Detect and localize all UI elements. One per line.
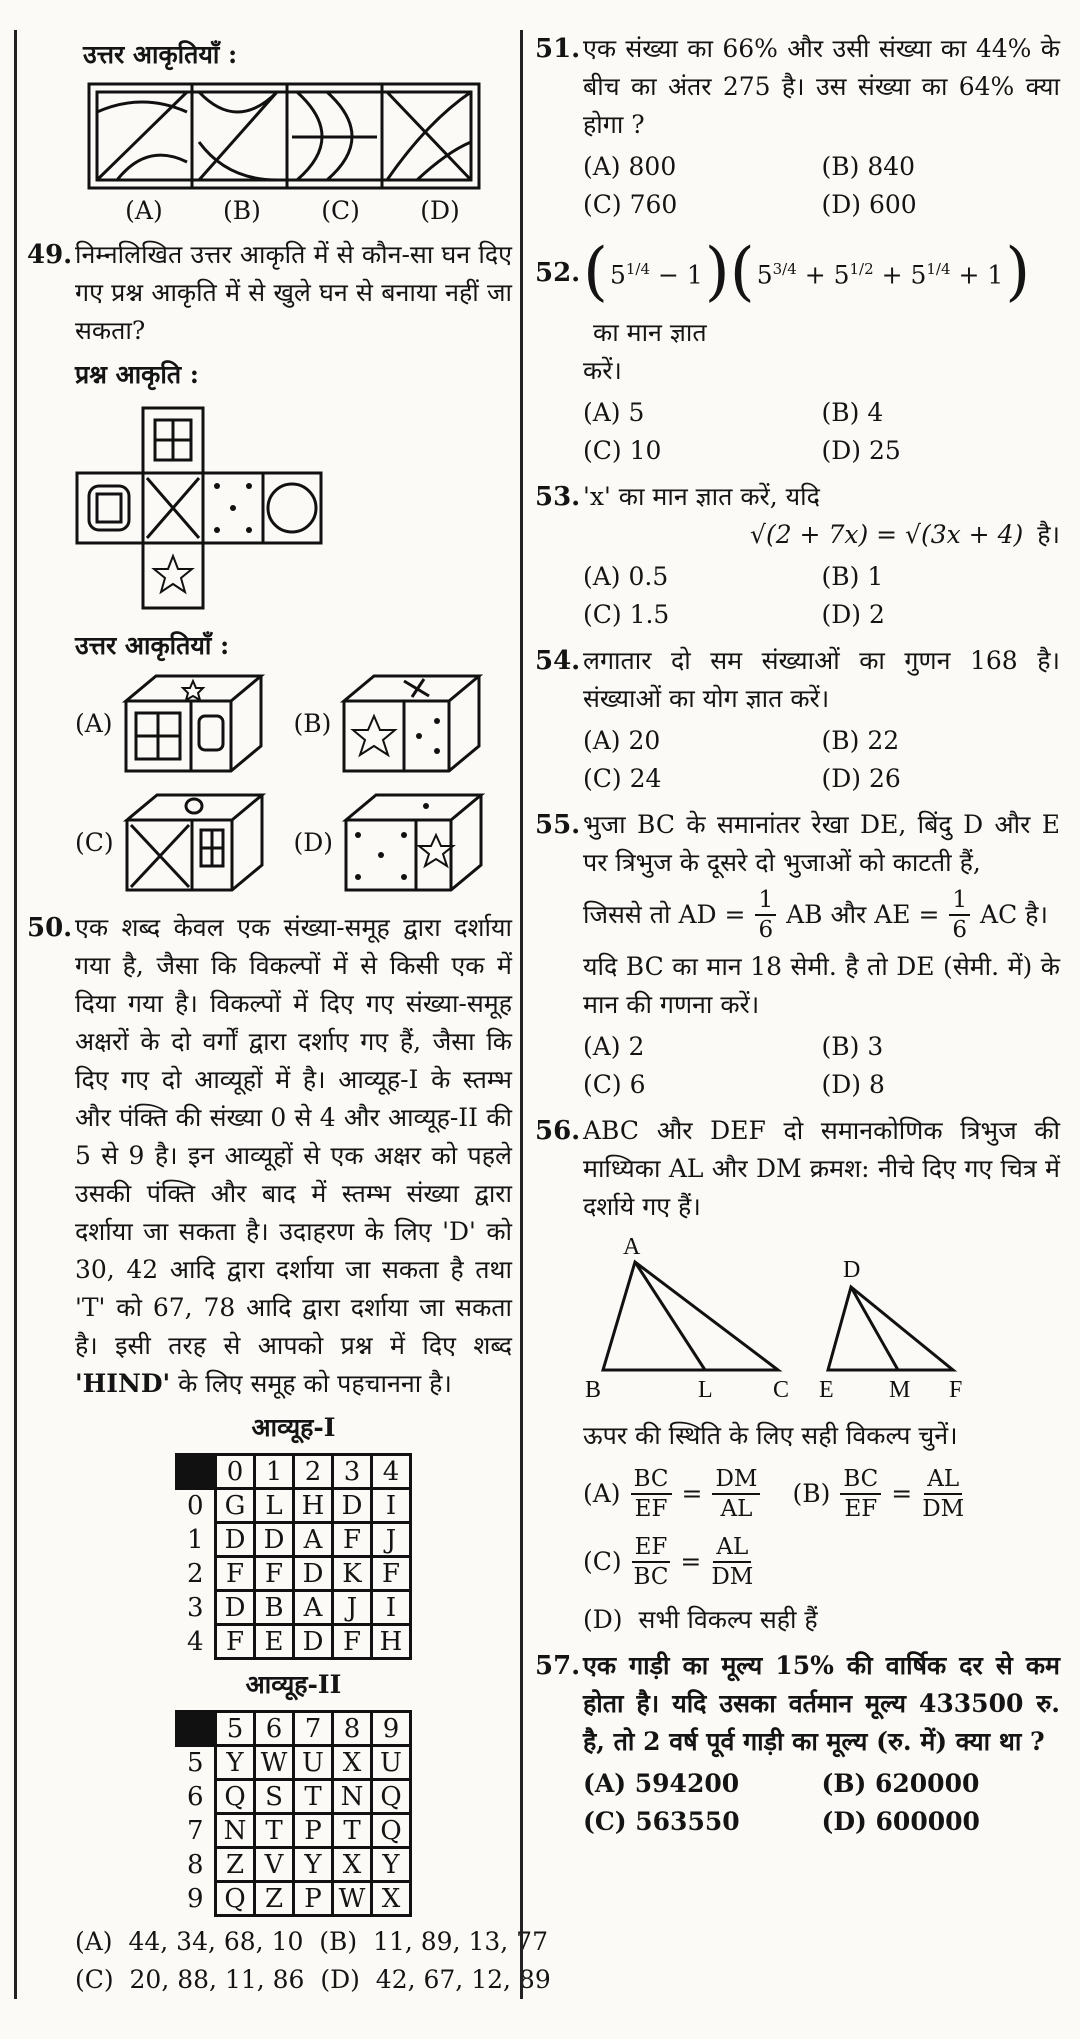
matrix-cell: W xyxy=(255,1746,294,1780)
q52-term: $5^{1/4} - 1$ xyxy=(609,259,703,290)
answer-figures-label: उत्तर आकृतियाँ : xyxy=(83,40,238,69)
option: (A) 2 xyxy=(583,1032,645,1061)
option: (A) 20 xyxy=(583,726,661,755)
question-57-content xyxy=(583,1647,1060,1841)
option: (D) 600 xyxy=(821,190,917,219)
cube-label: (A) xyxy=(75,709,113,738)
option: (B) 620000 xyxy=(821,1769,980,1798)
denominator: EF xyxy=(844,1496,878,1522)
question-55-content xyxy=(583,806,1060,1104)
option: (B) 4 xyxy=(821,398,884,427)
numerator: 1 xyxy=(755,886,776,916)
matrix-cell: A xyxy=(294,1523,333,1557)
matrix-cell: D xyxy=(294,1557,333,1591)
question-55 xyxy=(535,806,1060,1104)
matrix-cell: F xyxy=(372,1557,411,1591)
figure-labels xyxy=(95,194,490,228)
fig-label: (B) xyxy=(223,196,261,225)
vertex-label: E xyxy=(819,1377,834,1403)
matrix-cell: N xyxy=(216,1814,255,1848)
q53-equation-row xyxy=(583,516,1060,554)
matrix-col-header: 0 xyxy=(216,1455,255,1489)
denominator: DM xyxy=(922,1496,965,1522)
option: (C) 24 xyxy=(583,764,662,793)
matrix-cell: Z xyxy=(216,1848,255,1882)
matrix-cell: F xyxy=(333,1523,372,1557)
matrix-row-header: 8 xyxy=(177,1848,216,1882)
matrix-cell: D xyxy=(255,1523,294,1557)
matrix-cell: Q xyxy=(216,1780,255,1814)
matrix-row xyxy=(177,1625,411,1659)
matrix-cell: Q xyxy=(372,1780,411,1814)
matrix-cell: J xyxy=(333,1591,372,1625)
q53-equation: √(2 + 7x) = √(3x + 4) xyxy=(750,520,1024,549)
matrix-col-header: 7 xyxy=(294,1712,333,1746)
options xyxy=(583,148,1060,224)
matrix-row-header: 5 xyxy=(177,1746,216,1780)
q50-text-part: के लिए समूह को पहचानना है। xyxy=(170,1369,452,1398)
matrix-cell: S xyxy=(255,1780,294,1814)
numerator: DM xyxy=(712,1465,760,1495)
option: (A) 594200 xyxy=(583,1769,740,1798)
option: (D) 8 xyxy=(821,1070,885,1099)
question-57 xyxy=(535,1647,1060,1841)
matrix-cell: U xyxy=(372,1746,411,1780)
option-label: (C) xyxy=(583,1547,622,1576)
question-50 xyxy=(27,909,551,1999)
question-number: 50. xyxy=(27,913,73,943)
matrix-cell: G xyxy=(216,1489,255,1523)
question-number: 57. xyxy=(535,1651,581,1681)
question-49 xyxy=(27,236,512,901)
question-49-content xyxy=(75,236,512,901)
options xyxy=(583,1028,1060,1104)
numerator: AL xyxy=(713,1533,751,1563)
matrix-row-header: 3 xyxy=(177,1591,216,1625)
question-54 xyxy=(535,642,1060,798)
matrix-row-header: 1 xyxy=(177,1523,216,1557)
fraction xyxy=(755,886,776,944)
answer-figures-label-49: उत्तर आकृतियाँ : xyxy=(75,631,230,660)
option: (C) 6 xyxy=(583,1070,646,1099)
matrix-header-row xyxy=(177,1712,411,1746)
q55-part: जिससे तो AD = xyxy=(583,900,746,929)
q56-prompt: ऊपर की स्थिति के लिए सही विकल्प चुनें। xyxy=(583,1421,958,1450)
matrix-row xyxy=(177,1848,411,1882)
numerator: 1 xyxy=(949,886,970,916)
matrix-row xyxy=(177,1591,411,1625)
question-53-text: 'x' का मान ज्ञात करें, यदि xyxy=(583,482,820,511)
numerator: AL xyxy=(924,1465,962,1495)
matrix-cell: B xyxy=(255,1591,294,1625)
matrix-row xyxy=(177,1557,411,1591)
fraction xyxy=(840,1465,881,1523)
question-52-content xyxy=(583,232,1060,470)
matrix-2-title: आव्यूह-II xyxy=(245,1670,342,1699)
question-52 xyxy=(535,232,1060,470)
matrix-row-header: 4 xyxy=(177,1625,216,1659)
vertex-label: B xyxy=(585,1377,602,1403)
option: (A) 800 xyxy=(583,152,677,181)
matrix-row-header: 2 xyxy=(177,1557,216,1591)
denominator: EF xyxy=(634,1496,668,1522)
right-column xyxy=(520,30,1060,1999)
matrix-cell: V xyxy=(255,1848,294,1882)
matrix-col-header: 8 xyxy=(333,1712,372,1746)
matrix-cell: F xyxy=(216,1625,255,1659)
options xyxy=(583,1765,1060,1841)
matrix-col-header: 9 xyxy=(372,1712,411,1746)
q50-options-line: (A) 44, 34, 68, 10 (B) 11, 89, 13, 77 xyxy=(75,1927,548,1956)
q55-part: AB और AE = xyxy=(786,900,940,929)
cube-net-figure xyxy=(75,406,325,611)
denominator: 6 xyxy=(952,917,968,943)
matrix-row xyxy=(177,1523,411,1557)
matrix-row xyxy=(177,1882,411,1916)
matrix-corner xyxy=(177,1712,216,1746)
matrix-cell: T xyxy=(294,1780,333,1814)
matrix-row-header: 7 xyxy=(177,1814,216,1848)
matrix-1-title: आव्यूह-I xyxy=(251,1413,336,1442)
matrix-cell: D xyxy=(294,1625,333,1659)
paren: ( xyxy=(583,235,608,309)
left-column xyxy=(14,30,551,1999)
question-51-text: एक संख्या का 66% और उसी संख्या का 44% के बीच का अंतर 275 है। उस संख्या का 64% क्या होगा ? xyxy=(583,34,1060,139)
question-number: 53. xyxy=(535,482,581,512)
matrix-cell: F xyxy=(333,1625,372,1659)
option: (C) 760 xyxy=(583,190,678,219)
matrix-row xyxy=(177,1746,411,1780)
matrix-cell: A xyxy=(294,1591,333,1625)
option: (D) 25 xyxy=(821,436,901,465)
question-51 xyxy=(535,30,1060,224)
denominator: BC xyxy=(633,1564,669,1590)
numerator: EF xyxy=(632,1533,671,1563)
matrix-cell: Z xyxy=(255,1882,294,1916)
vertex-label: L xyxy=(698,1377,713,1403)
question-number: 51. xyxy=(535,34,581,64)
cube-label: (C) xyxy=(75,828,114,857)
fig-label: (D) xyxy=(420,196,460,225)
option-label: (B) xyxy=(792,1479,831,1508)
q50-text-part: एक शब्द केवल एक संख्या-समूह द्वारा दर्शाया गया है, जैसा कि विकल्पों में से किसी एक में दिया गया है। विकल्पों में दिए गए संख्या-समूह अक्षरों के दो वर्गों द्वारा दर्शाए गए हैं, जैसा कि दिए गए दो आव्यूहों में है। आव्यूह-I के स्तम्भ और पंक्ति की संख्या 0 से 4 और आव्यूह-II की 5 से 9 है। इन आव्यूहों से एक अक्षर को पहले उसकी पंक्ति और बाद में स्तम्भ संख्या द्वारा दर्शाया जा सकता है। उदाहरण के लिए 'D' को 30, 42 आदि द्वारा दर्शाया जा सकता है तथा 'T' को 67, 78 आदि द्वारा दर्शाया जा सकता है। इसी तरह से आपको प्रश्न में दिए शब्द xyxy=(75,913,512,1360)
fraction xyxy=(922,1465,964,1523)
matrix-cell: Y xyxy=(294,1848,333,1882)
question-53-content xyxy=(583,478,1060,634)
answer-figures-48-wrap xyxy=(87,82,512,228)
question-54-text: लगातार दो सम संख्याओं का गुणन 168 है। संख्याओं का योग ज्ञात करें। xyxy=(583,646,1060,713)
denominator: AL xyxy=(720,1496,753,1522)
matrix-header-row xyxy=(177,1455,411,1489)
answer-cube-d xyxy=(294,790,513,895)
question-number: 52. xyxy=(535,258,581,288)
options xyxy=(583,394,1060,470)
vertex-label: F xyxy=(949,1377,963,1403)
option: (C) 1.5 xyxy=(583,600,670,629)
option: (A) 0.5 xyxy=(583,562,669,591)
paren: ) xyxy=(1005,235,1031,309)
cube-d-figure xyxy=(341,790,486,895)
question-figure-label: प्रश्न आकृति : xyxy=(75,360,200,389)
option-label: (A) xyxy=(583,1479,621,1508)
vertex-label: D xyxy=(843,1257,861,1283)
q52-suffix-2: करें। xyxy=(583,356,622,385)
question-51-content xyxy=(583,30,1060,224)
numerator: BC xyxy=(840,1465,881,1495)
question-50-text xyxy=(75,909,512,1403)
matrix-cell: P xyxy=(294,1814,333,1848)
denominator: DM xyxy=(711,1564,754,1590)
option: (D) 2 xyxy=(821,600,885,629)
cube-a-figure xyxy=(121,671,266,776)
matrix-cell: U xyxy=(294,1746,333,1780)
matrix-cell: D xyxy=(333,1489,372,1523)
matrix-col-header: 3 xyxy=(333,1455,372,1489)
matrix-corner xyxy=(177,1455,216,1489)
question-number: 54. xyxy=(535,646,581,676)
matrix-cell: H xyxy=(294,1489,333,1523)
matrix-cell: Y xyxy=(372,1848,411,1882)
matrix-cell: K xyxy=(333,1557,372,1591)
question-55-text-1: भुजा BC के समानांतर रेखा DE, बिंदु D और E पर त्रिभुज के दूसरे दो भुजाओं को काटती हैं, xyxy=(583,810,1060,877)
cube-label: (D) xyxy=(293,828,334,857)
matrix-cell: X xyxy=(333,1746,372,1780)
q53-eq-suffix: है। xyxy=(1037,520,1060,549)
options xyxy=(583,722,1060,798)
matrix-cell: W xyxy=(333,1882,372,1916)
matrix-2-table xyxy=(175,1710,412,1917)
matrix-col-header: 2 xyxy=(294,1455,333,1489)
q50-options-line: (C) 20, 88, 11, 86 (D) 42, 67, 12, 89 xyxy=(75,1965,551,1994)
question-56-text: ABC और DEF दो समानकोणिक त्रिभुज की माध्यिका AL और DM क्रमश: नीचे दिए गए चित्र में दर्शाये गए हैं। xyxy=(583,1116,1060,1221)
matrix-cell: J xyxy=(372,1523,411,1557)
answer-cube-b xyxy=(294,671,513,776)
matrix-cell: T xyxy=(333,1814,372,1848)
matrix-cell: D xyxy=(216,1523,255,1557)
q52-term: $5^{3/4} + 5^{1/2} + 5^{1/4} + 1$ xyxy=(756,259,1004,290)
fraction xyxy=(631,1465,672,1523)
question-53 xyxy=(535,478,1060,634)
cube-c-figure xyxy=(122,790,267,895)
option: (B) 840 xyxy=(821,152,916,181)
answer-figures-48 xyxy=(87,82,482,190)
equals: = xyxy=(681,1479,703,1508)
matrix-row xyxy=(177,1814,411,1848)
question-54-content xyxy=(583,642,1060,798)
fraction xyxy=(949,886,970,944)
matrix-1-table xyxy=(175,1453,412,1660)
vertex-label: C xyxy=(773,1377,790,1403)
matrix-cell: Q xyxy=(372,1814,411,1848)
fraction xyxy=(632,1533,671,1591)
matrix-cell: E xyxy=(255,1625,294,1659)
fig-label: (A) xyxy=(125,196,163,225)
option: (D) 26 xyxy=(821,764,901,793)
answer-cubes xyxy=(75,671,512,895)
q56-option-c xyxy=(583,1533,1060,1591)
matrix-col-header: 5 xyxy=(216,1712,255,1746)
matrix-row xyxy=(177,1780,411,1814)
matrix-cell: P xyxy=(294,1882,333,1916)
question-50-content xyxy=(75,909,551,1999)
fraction xyxy=(711,1533,753,1591)
q55-part: AC है। xyxy=(980,900,1048,929)
matrix-cell: Q xyxy=(216,1882,255,1916)
matrix-cell: L xyxy=(255,1489,294,1523)
paren: )( xyxy=(704,235,755,309)
options xyxy=(583,558,1060,634)
option: (A) 5 xyxy=(583,398,645,427)
q56-options-ab xyxy=(583,1465,1060,1523)
cube-b-figure xyxy=(339,671,484,776)
matrix-cell: Y xyxy=(216,1746,255,1780)
matrix-cell: I xyxy=(372,1489,411,1523)
option: (D) 600000 xyxy=(821,1807,980,1836)
matrix-col-header: 6 xyxy=(255,1712,294,1746)
numerator: BC xyxy=(631,1465,672,1495)
equals: = xyxy=(680,1547,702,1576)
option: (C) 10 xyxy=(583,436,662,465)
matrix-col-header: 4 xyxy=(372,1455,411,1489)
question-55-text-3: यदि BC का मान 18 सेमी. है तो DE (सेमी. में) के मान की गणना करें। xyxy=(583,952,1060,1019)
option-label: (D) xyxy=(583,1605,623,1634)
answer-cube-a xyxy=(75,671,294,776)
q50-word: 'HIND' xyxy=(75,1369,171,1398)
matrix-row-header: 9 xyxy=(177,1882,216,1916)
answer-cube-c xyxy=(75,790,294,895)
question-number: 49. xyxy=(27,240,73,270)
question-56-content xyxy=(583,1112,1060,1639)
option: (B) 22 xyxy=(821,726,900,755)
q56-option-a xyxy=(583,1465,764,1523)
matrix-cell: I xyxy=(372,1591,411,1625)
matrix-cell: X xyxy=(372,1882,411,1916)
matrix-cell: X xyxy=(333,1848,372,1882)
option: (C) 563550 xyxy=(583,1807,740,1836)
matrix-cell: T xyxy=(255,1814,294,1848)
fig-label: (C) xyxy=(321,196,360,225)
question-56 xyxy=(535,1112,1060,1639)
vertex-label: A xyxy=(623,1234,641,1260)
q56-option-b xyxy=(792,1465,968,1523)
matrix-row-header: 6 xyxy=(177,1780,216,1814)
matrix-cell: F xyxy=(216,1557,255,1591)
fraction xyxy=(712,1465,760,1523)
q56-option-d xyxy=(583,1601,1060,1639)
option: (B) 1 xyxy=(821,562,884,591)
matrix-row xyxy=(177,1489,411,1523)
option: (B) 3 xyxy=(821,1032,884,1061)
question-number: 55. xyxy=(535,810,581,840)
q55-relation xyxy=(583,886,1060,944)
matrix-cell: F xyxy=(255,1557,294,1591)
vertex-label: M xyxy=(889,1377,911,1403)
denominator: 6 xyxy=(758,917,774,943)
matrix-col-header: 1 xyxy=(255,1455,294,1489)
similar-triangles-figure xyxy=(583,1232,1013,1407)
cube-label: (B) xyxy=(293,709,332,738)
matrix-cell: H xyxy=(372,1625,411,1659)
question-number: 56. xyxy=(535,1116,581,1146)
q52-expression xyxy=(583,232,1060,352)
question-49-text: निम्नलिखित उत्तर आकृति में से कौन-सा घन दिए गए प्रश्न आकृति में से खुले घन से बनाया नहीं जा सकता? xyxy=(75,240,512,345)
matrix-row-header: 0 xyxy=(177,1489,216,1523)
equals: = xyxy=(891,1479,913,1508)
matrix-cell: N xyxy=(333,1780,372,1814)
matrix-cell: D xyxy=(216,1591,255,1625)
q52-suffix: का मान ज्ञात xyxy=(593,318,707,347)
option-text: सभी विकल्प सही हैं xyxy=(638,1605,818,1634)
question-57-text: एक गाड़ी का मूल्य 15% की वार्षिक दर से कम होता है। यदि उसका वर्तमान मूल्य 433500 रु. है, तो 2 वर्ष पूर्व गाड़ी का मूल्य (रु. में) क्या था ? xyxy=(583,1651,1060,1756)
